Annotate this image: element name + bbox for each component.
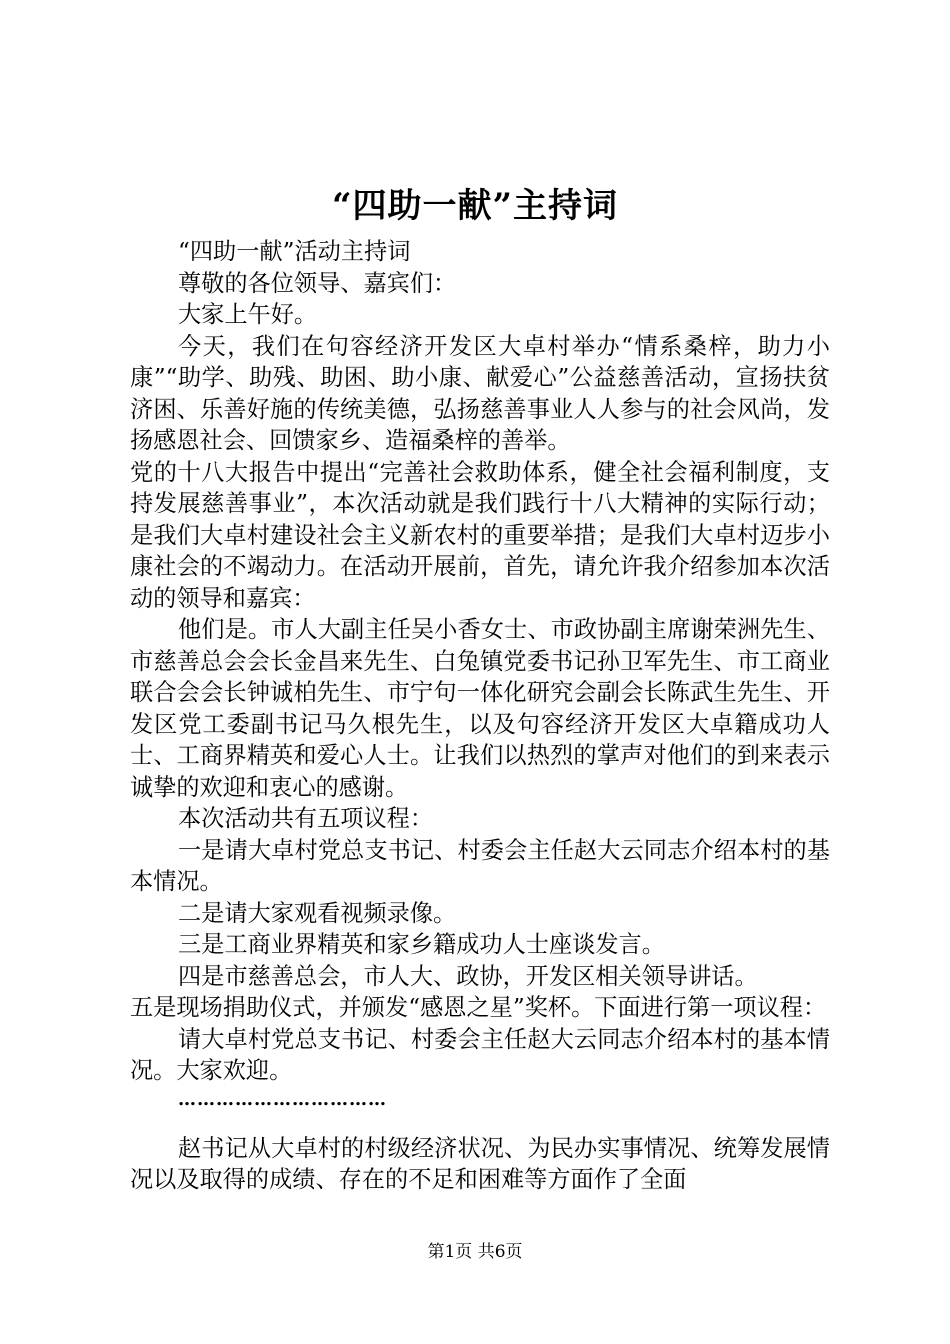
paragraph-4: 今天，我们在句容经济开发区大卓村举办“情系桑梓，助力小康”“助学、助残、助困、助小康、献爱心”公益慈善活动，宣扬扶贫济困、乐善好施的传统美德，弘扬慈善事业人人参与的社会风尚，发扬感恩社会、回馈家乡、造福桑梓的善举。 — [130, 332, 830, 454]
paragraph-5: 党的十八大报告中提出“完善社会救助体系，健全社会福利制度，支持发展慈善事业”，本次活动就是我们践行十八大精神的实际行动；是我们大卓村建设社会主义新农村的重要举措；是我们大卓村迈步小康社会的不竭动力。在活动开展前，首先，请允许我介绍参加本次活动的领导和嘉宾： — [130, 458, 830, 612]
paragraph-1: “四助一献”活动主持词 — [178, 238, 411, 265]
paragraph-11: 四是市慈善总会，市人大、政协，开发区相关领导讲话。 — [178, 962, 758, 990]
paragraph-12: 五是现场捐助仪式，并颁发“感恩之星”奖杯。下面进行第一项议程： — [130, 994, 827, 1021]
paragraph-10: 三是工商业界精英和家乡籍成功人士座谈发言。 — [178, 931, 665, 958]
document-title: “四助一献”主持词 — [331, 186, 619, 226]
closing-paragraph: 赵书记从大卓村的村级经济状况、为民办实事情况、统筹发展情况以及取得的成绩、存在的不足和困难等方面作了全面 — [130, 1134, 830, 1193]
paragraph-13: 请大卓村党总支书记、村委会主任赵大云同志介绍本村的基本情况。大家欢迎。 — [130, 1025, 830, 1084]
paragraph-6: 他们是。市人大副主任吴小香女士、市政协副主席谢荣洲先生、市慈善总会会长金昌来先生、白兔镇党委书记孙卫军先生、市工商业联合会会长钟诚柏先生、市宁句一体化研究会副会长陈武生先生、开发区党工委副书记马久根先生，以及句容经济开发区大卓籍成功人士、工商界精英和爱心人士。让我们以热烈的掌声对他们的到来表示诚挚的欢迎和衷心的感谢。 — [130, 616, 830, 801]
separator-dots: …………………………… — [178, 1088, 387, 1110]
document-body — [130, 236, 830, 1196]
paragraph-2: 尊敬的各位领导、嘉宾们： — [178, 269, 457, 297]
page-number-footer: 第1页 共6页 — [427, 1242, 523, 1262]
paragraph-3: 大家上午好。 — [178, 301, 318, 328]
spacer — [130, 1113, 830, 1133]
paragraph-9: 二是请大家观看视频录像。 — [178, 899, 457, 927]
paragraph-7: 本次活动共有五项议程： — [178, 805, 434, 832]
paragraph-8: 一是请大卓村党总支书记、村委会主任赵大云同志介绍本村的基本情况。 — [130, 836, 830, 895]
